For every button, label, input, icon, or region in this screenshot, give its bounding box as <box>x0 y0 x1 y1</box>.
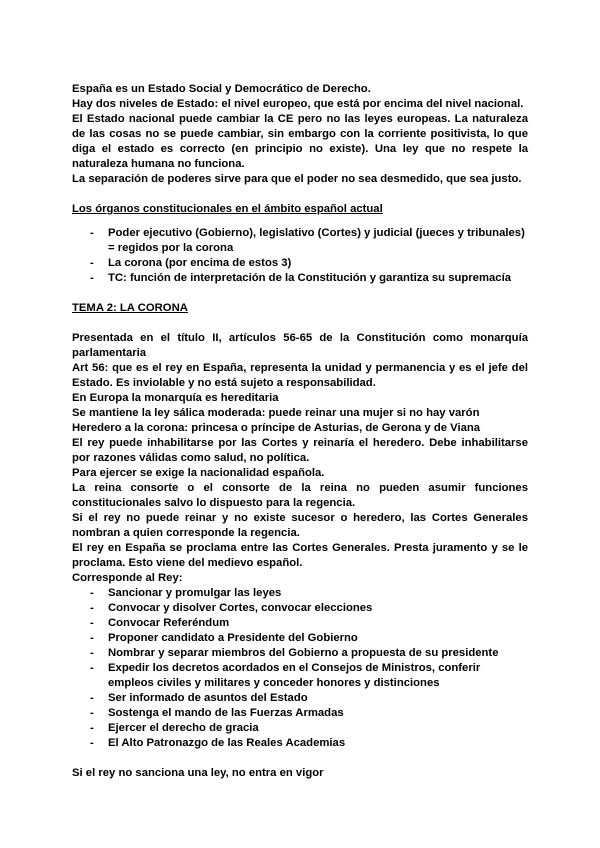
paragraph: Presentada en el título II, artículos 56-65 de la Constitución como monarquía parlamentaria <box>72 332 528 359</box>
list-item: - Nombrar y separar miembros del Gobierno a propuesta de su presidente <box>90 647 499 659</box>
dash-bullet: - <box>90 587 94 599</box>
list-item: - Convocar Referéndum <box>90 617 230 629</box>
paragraph: Heredero a la corona: princesa o príncipe de Asturias, de Gerona y de Viana <box>72 422 481 434</box>
intro-paragraph: El Estado nacional puede cambiar la CE pero no las leyes europeas. La naturaleza de las cosas no se puede cambiar, sin embargo con la corriente positivista, lo que diga el estado es correcto (en principio no existe). Una ley que no respete la naturaleza humana no funciona. <box>72 113 528 170</box>
paragraph: Si el rey no puede reinar y no existe sucesor o heredero, las Cortes Generales nombran a quien corresponde la regencia. <box>72 512 528 539</box>
list-item: - Convocar y disolver Cortes, convocar elecciones <box>90 602 373 614</box>
list-item: - Expedir los decretos acordados en el Consejos de Ministros, conferir empleos civiles y militares y conceder honores y distinciones <box>90 662 481 689</box>
dash-bullet: - <box>90 662 94 674</box>
dash-bullet: - <box>90 707 94 719</box>
paragraph: Corresponde al Rey: <box>72 572 183 584</box>
section-heading-organos: Los órganos constitucionales en el ámbito español actual <box>72 203 383 215</box>
list-item: - El Alto Patronazgo de las Reales Academias <box>90 737 346 749</box>
list-item: - Poder ejecutivo (Gobierno), legislativo (Cortes) y judicial (jueces y tribunales) = regidos por la corona <box>90 227 525 254</box>
section-heading-tema2: TEMA 2: LA CORONA <box>72 302 188 314</box>
rey-functions-list <box>72 586 528 751</box>
paragraph: La reina consorte o el consorte de la reina no pueden asumir funciones constitucionales salvo lo dispuesto para la regencia. <box>72 482 528 509</box>
list-item: - Ejercer el derecho de gracia <box>90 722 259 734</box>
dash-bullet: - <box>90 647 94 659</box>
dash-bullet: - <box>90 602 94 614</box>
intro-line: La separación de poderes sirve para que el poder no sea desmedido, que sea justo. <box>72 173 522 185</box>
list-item: - Proponer candidato a Presidente del Gobierno <box>90 632 358 644</box>
dash-bullet: - <box>90 617 94 629</box>
list-item: - Sostenga el mando de las Fuerzas Armadas <box>90 707 344 719</box>
dash-bullet: - <box>90 257 94 269</box>
dash-bullet: - <box>90 692 94 704</box>
closing-paragraph: Si el rey no sanciona una ley, no entra en vigor <box>72 767 324 779</box>
paragraph: Se mantiene la ley sálica moderada: puede reinar una mujer si no hay varón <box>72 407 480 419</box>
dash-bullet: - <box>90 272 94 284</box>
dash-bullet: - <box>90 722 94 734</box>
paragraph: El rey puede inhabilitarse por las Cortes y reinaría el heredero. Debe inhabilitarse por razones válidas como salud, no política. <box>72 437 528 464</box>
list-item: - Sancionar y promulgar las leyes <box>90 587 282 599</box>
dash-bullet: - <box>90 737 94 749</box>
paragraph: Para ejercer se exige la nacionalidad española. <box>72 467 325 479</box>
organos-list <box>72 226 528 286</box>
paragraph: Art 56: que es el rey en España, representa la unidad y permanencia y es el jefe del Estado. Es inviolable y no está sujeto a responsabilidad. <box>72 362 528 389</box>
list-item: - Ser informado de asuntos del Estado <box>90 692 308 704</box>
intro-line: España es un Estado Social y Democrático de Derecho. <box>72 83 371 95</box>
intro-line: Hay dos niveles de Estado: el nivel europeo, que está por encima del nivel nacional. <box>72 98 524 110</box>
document-page <box>72 82 528 781</box>
paragraph: El rey en España se proclama entre las Cortes Generales. Presta juramento y se le proclama. Esto viene del medievo español. <box>72 542 528 569</box>
list-item: - La corona (por encima de estos 3) <box>90 257 292 269</box>
list-item: - TC: función de interpretación de la Constitución y garantiza su supremacía <box>90 272 511 284</box>
dash-bullet: - <box>90 632 94 644</box>
dash-bullet: - <box>90 227 94 239</box>
paragraph: En Europa la monarquía es hereditaria <box>72 392 279 404</box>
